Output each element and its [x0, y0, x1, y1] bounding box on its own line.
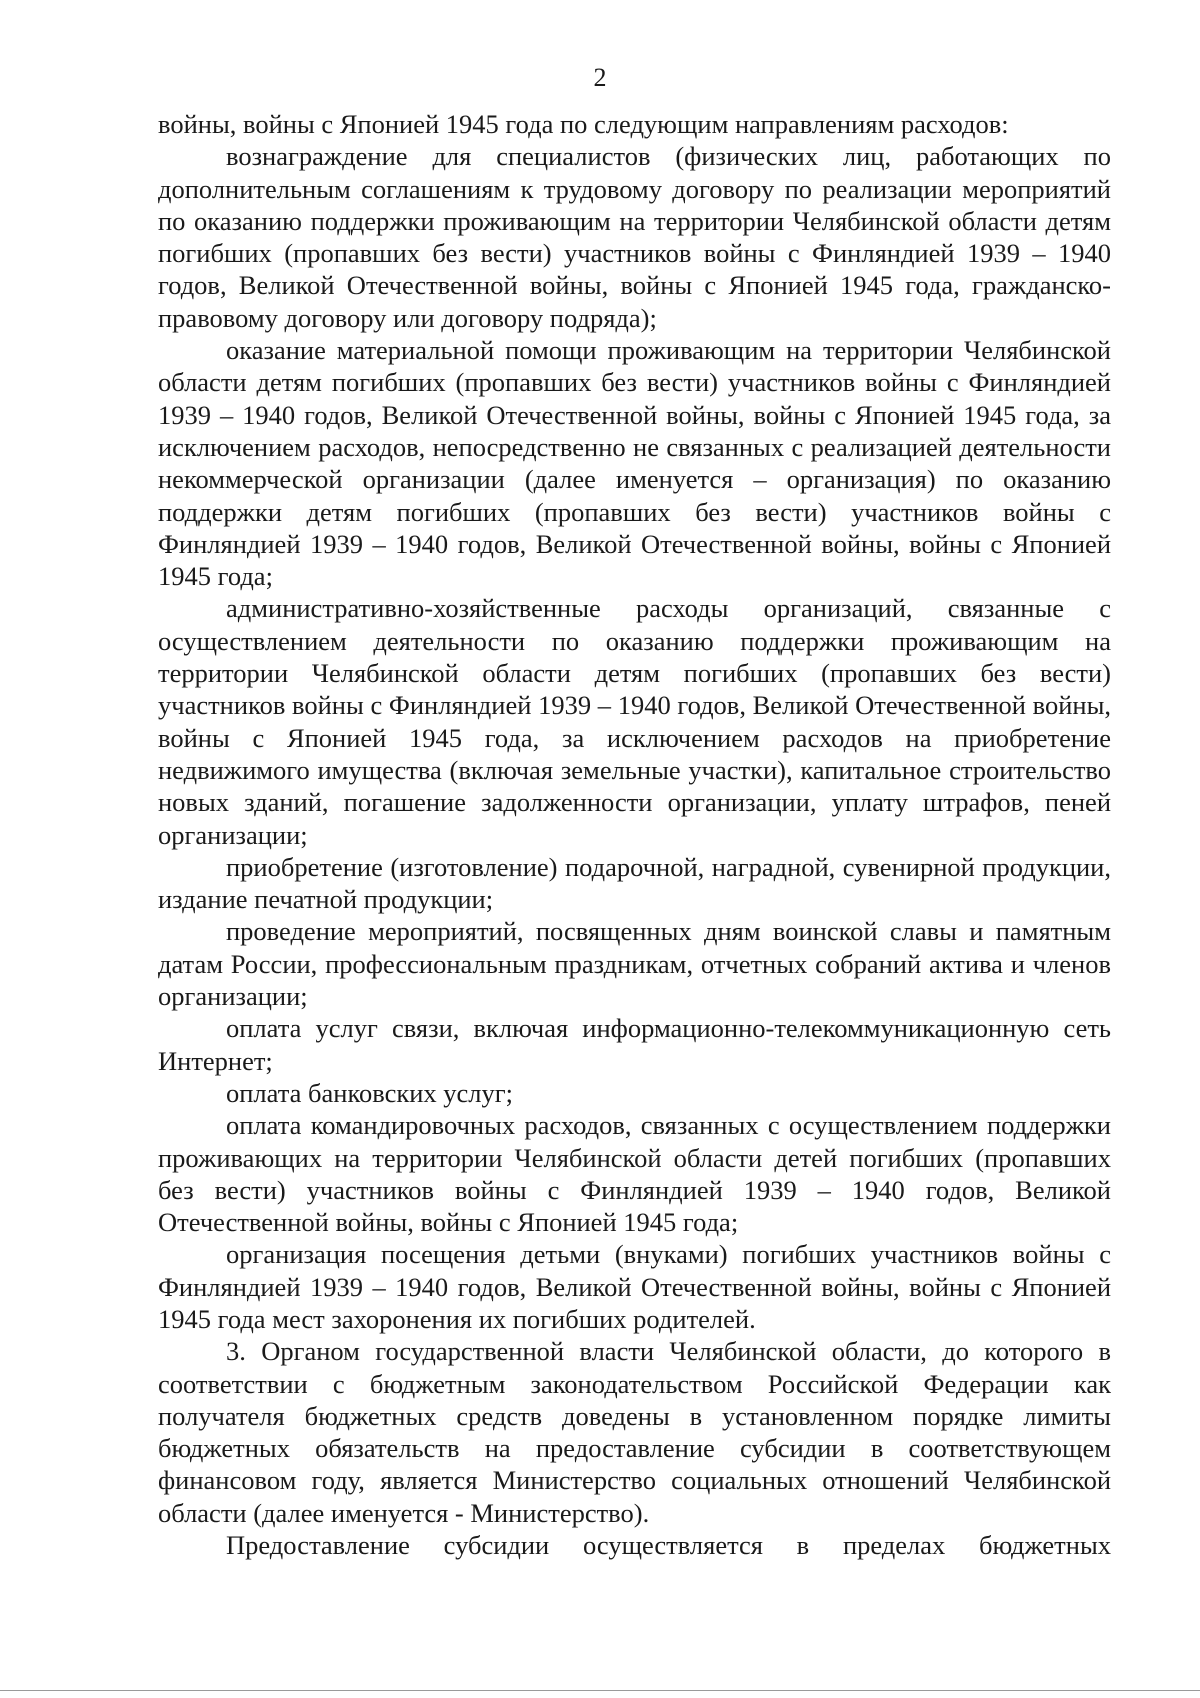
paragraph: приобретение (изготовление) подарочной, наградной, сувенирной продукции, издание печатной продукции; [158, 851, 1111, 915]
paragraph: оплата услуг связи, включая информационно-телекоммуникационную сеть Интернет; [158, 1013, 1111, 1076]
paragraph: вознаграждение для специалистов (физических лиц, работающих по дополнительным соглашениям к трудовому договору по реализации мероприятий по оказанию поддержки проживающим на территории Челябинской области детям погибших (пропавших без вести) участников войны с Финляндией 1939 – 1940 годов, Великой Отечественной войны, войны с Японией 1945 года, гражданско-правовому договору или договору подряда); [158, 141, 1111, 333]
paragraph: войны, войны с Японией 1945 года по следующим направлениям расходов: [158, 109, 1009, 139]
paragraph: административно-хозяйственные расходы организаций, связанные с осуществлением деятельности по оказанию поддержки проживающим на территории Челябинской области детям погибших (пропавших без вести) участников войны с Финляндией 1939 – 1940 годов, Великой Отечественной войны, войны с Японией 1945 года, за исключением расходов на приобретение недвижимого имущества (включая земельные участки), капитальное строительство новых зданий, погашение задолженности организации, уплату штрафов, пеней организации; [158, 593, 1111, 850]
paragraph: проведение мероприятий, посвященных дням воинской славы и памятным датам России, профессиональным праздникам, отчетных собраний актива и членов организации; [158, 916, 1111, 1012]
page-number: 2 [593, 63, 607, 92]
paragraph: оказание материальной помощи проживающим на территории Челябинской области детям погибших (пропавших без вести) участников войны с Финляндией 1939 – 1940 годов, Великой Отечественной войны, войны с Японией 1945 года, за исключением расходов, непосредственно не связанных с реализацией деятельности некоммерческой организации (далее именуется – организация) по оказанию поддержки детям погибших (пропавших без вести) участников войны с Финляндией 1939 – 1940 годов, Великой Отечественной войны, войны с Японией 1945 года; [158, 335, 1111, 592]
page-bottom-edge [0, 1690, 1200, 1691]
paragraph: 3. Органом государственной власти Челябинской области, до которого в соответствии с бюджетным законодательством Российской Федерации как получателя бюджетных средств доведены в установленном порядке лимиты бюджетных обязательств на предоставление субсидии в соответствующем финансовом году, является Министерство социальных отношений Челябинской области (далее именуется - Министерство). [158, 1336, 1111, 1528]
paragraph: оплата банковских услуг; [226, 1077, 513, 1108]
paragraph: Предоставление субсидии осуществляется в пределах бюджетных [226, 1530, 1111, 1561]
paragraph: оплата командировочных расходов, связанных с осуществлением поддержки проживающих на территории Челябинской области детей погибших (пропавших без вести) участников войны с Финляндией 1939 – 1940 годов, Великой Отечественной войны, войны с Японией 1945 года; [158, 1110, 1111, 1238]
document-body [158, 108, 1111, 1561]
paragraph: организация посещения детьми (внуками) погибших участников войны с Финляндией 1939 – 1940 годов, Великой Отечественной войны, войны с Японией 1945 года мест захоронения их погибших родителей. [158, 1239, 1111, 1334]
